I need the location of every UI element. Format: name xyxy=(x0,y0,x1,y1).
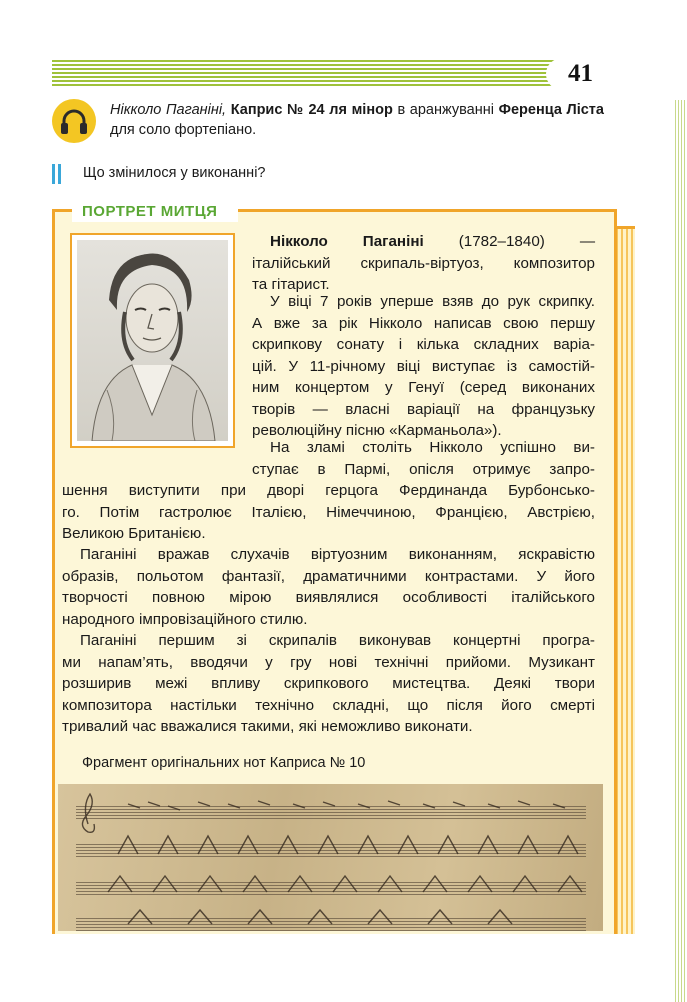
question-marker xyxy=(52,164,64,184)
headphones-icon xyxy=(52,99,96,143)
portrait-section-title: ПОРТРЕТ МИТЦЯ xyxy=(82,203,218,220)
bio-line: образів, польотом фантазії, драматичними контрастами. У його xyxy=(62,567,595,585)
listening-arranger: Ференца Ліста xyxy=(498,102,604,118)
listening-composer: Нікколо Паганіні, xyxy=(110,102,227,118)
bio-line: розширив межі впливу скрипкового мистецтва. Деякі твори xyxy=(62,675,595,692)
page-edge-stripes xyxy=(675,100,687,1002)
bio-line: цій. У 11-річному віці виступає із самостій- xyxy=(252,357,595,375)
music-notes-drawing xyxy=(58,784,603,931)
bio-line: ми напам’ять, вводячи у гру нові технічні прийоми. Музикант xyxy=(62,653,595,671)
paganini-portrait xyxy=(70,233,235,448)
bio-line: творчості повною мірою виявлялися особливості італійського xyxy=(62,589,595,606)
bio-line: Паганіні вражав слухачів віртуозним виконанням, яскравістю xyxy=(80,546,595,563)
listening-piece: Каприс № 24 ля мінор xyxy=(226,102,393,118)
bio-line: шення виступити при дворі герцога Фердинанда Бурбонсько- xyxy=(62,482,595,499)
bio-line: У віці 7 років уперше взяв до рук скрипку. xyxy=(270,293,595,310)
page-number: 41 xyxy=(568,60,593,87)
bio-line: ступає в Пармі, опісля отримує запро- xyxy=(252,460,595,478)
bio-line: композитора настільки технічно складні, що після його смерті xyxy=(62,696,595,714)
bio-line: народного імпровізаційного стилю. xyxy=(62,610,308,628)
notes-caption: Фрагмент оригінальних нот Каприса № 10 xyxy=(82,755,366,771)
bio-line: Нікколо Паганіні (1782–1840) — xyxy=(270,233,596,250)
bio-line: тривалий час вважалися такими, які неможливо виконати. xyxy=(62,718,473,735)
bio-line: го. Потім гастролює Італією, Німеччиною, Францією, Австрією, xyxy=(62,503,595,521)
bio-line: Паганіні першим зі скрипалів виконував концертні програ- xyxy=(80,632,595,649)
bio-line: революційну пісню «Карманьола»). xyxy=(252,422,502,439)
bio-line: скрипкову сонату і кілька складних варіа- xyxy=(252,336,595,353)
bio-line: Великою Британією. xyxy=(62,525,206,542)
bio-line: та гітарист. xyxy=(252,276,330,293)
bio-line: На зламі століть Нікколо успішно ви- xyxy=(270,439,595,456)
listening-assignment: Нікколо Паганіні, Каприс № 24 ля мінор в аранжуванні Ференца Ліста для соло фортепіано. xyxy=(110,102,604,138)
question-text: Що змінилося у виконанні? xyxy=(83,165,266,181)
bio-line: А вже за рік Нікколо написав свою першу xyxy=(252,314,595,332)
bio-line: італійський скрипаль-віртуоз, композитор xyxy=(252,254,595,272)
bio-line: творів — власні варіації на французьку xyxy=(252,400,595,418)
bio-line: ним концертом у Генуї (серед виконаних xyxy=(252,379,595,396)
bio-name: Нікколо Паганіні xyxy=(270,233,424,250)
manuscript-notes-image xyxy=(58,784,603,931)
